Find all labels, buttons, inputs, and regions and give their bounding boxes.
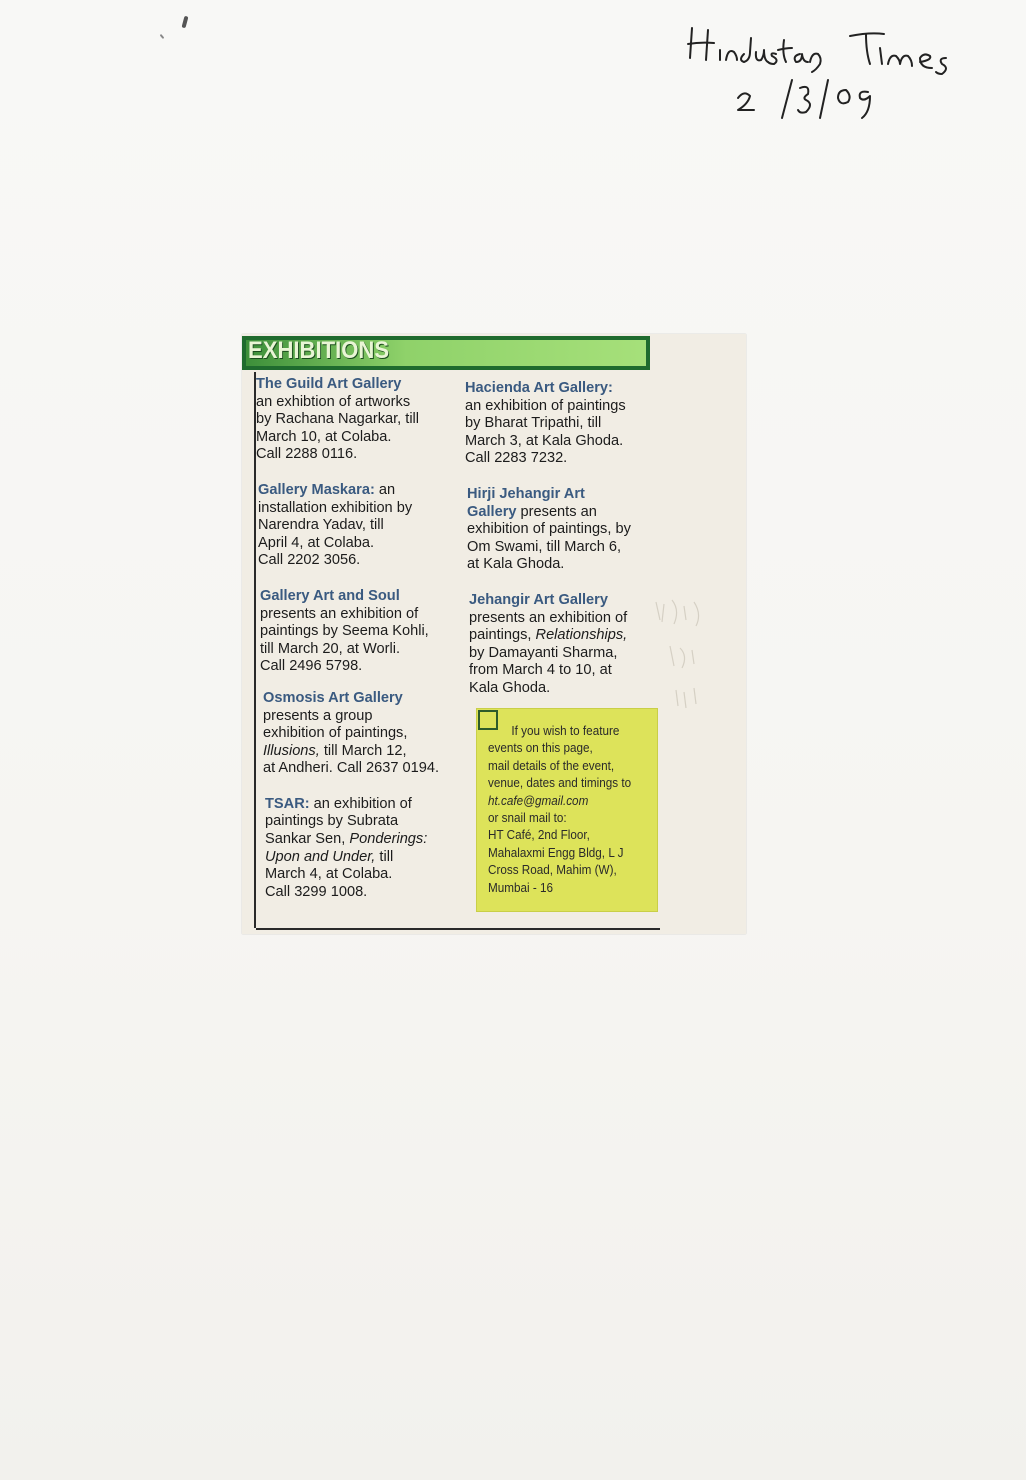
listing-line: paintings by Subrata: [265, 813, 399, 830]
listing-osmosis-art-gallery: [263, 690, 456, 778]
listing-line: an exhibition of paintings: [465, 397, 626, 414]
gallery-name: Hirji Jehangir Art: [467, 485, 585, 502]
gallery-name: Gallery Maskara:: [258, 481, 375, 498]
listing-line: Call 2288 0116.: [256, 446, 358, 463]
right-column: [465, 380, 665, 716]
listing-text: Sankar Sen,: [265, 831, 346, 848]
exhibition-title: Upon and Under,: [265, 848, 376, 865]
listing-line: March 10, at Colaba.: [256, 428, 392, 445]
handwritten-note: [640, 18, 980, 128]
listing-gallery-art-and-soul: [260, 588, 456, 676]
notice-line: or snail mail to:: [488, 810, 567, 826]
listing-hirji-jehangir-art-gallery: [467, 486, 665, 574]
listing-line: installation exhibition by: [258, 499, 413, 516]
listing-text: paintings,: [469, 627, 536, 644]
notice-email: ht.cafe@gmail.com: [488, 792, 589, 808]
listing-hacienda-art-gallery: [465, 380, 665, 468]
notice-line: Mumbai - 16: [488, 879, 554, 895]
section-banner: [242, 336, 650, 370]
listing-line: from March 4 to 10, at: [469, 662, 612, 679]
listing-tsar: [265, 796, 456, 902]
listing-line: till March 20, at Worli.: [260, 640, 401, 657]
listing-line: Call 3299 1008.: [265, 883, 368, 900]
exhibition-title: Relationships,: [535, 627, 628, 644]
listing-gallery-maskara: [258, 482, 456, 570]
exhibition-title: Ponderings:: [349, 831, 428, 848]
gallery-name: Gallery: [467, 503, 517, 520]
listing-line: exhibition of paintings,: [263, 725, 408, 742]
gallery-name: The Guild Art Gallery: [256, 376, 402, 392]
listing-line: an exhibtion of artworks: [256, 393, 411, 410]
notice-line: Mahalaxmi Engg Bldg, L J: [488, 844, 624, 860]
notice-text: [488, 722, 637, 896]
gallery-name: TSAR:: [265, 795, 310, 812]
gallery-name: Jehangir Art Gallery: [469, 591, 608, 608]
notice-line: If you wish to feature: [511, 723, 620, 738]
gallery-name: Osmosis Art Gallery: [263, 689, 403, 706]
listing-line: presents an exhibition of: [469, 609, 628, 626]
section-title: EXHIBITIONS: [248, 337, 390, 364]
listing-line: March 3, at Kala Ghoda.: [465, 432, 624, 449]
listing-line: March 4, at Colaba.: [265, 866, 393, 883]
listing-text: an: [374, 481, 396, 498]
listing-line: paintings by Seema Kohli,: [260, 623, 429, 640]
bleed-drawing: [650, 590, 710, 710]
bottom-rule: [256, 928, 660, 930]
handwriting-drawing: [640, 18, 980, 128]
listing-line: presents a group: [263, 707, 373, 724]
notice-line: Cross Road, Mahim (W),: [488, 862, 617, 878]
listing-line: Narendra Yadav, till: [258, 517, 384, 534]
listing-line: Call 2202 3056.: [258, 552, 361, 569]
listing-line: at Kala Ghoda.: [467, 556, 565, 573]
listing-line: April 4, at Colaba.: [258, 534, 375, 551]
listing-text: till: [375, 848, 394, 865]
listing-text: till March 12,: [319, 742, 407, 759]
notice-line: mail details of the event,: [488, 757, 615, 773]
notice-line: events on this page,: [488, 740, 593, 756]
listing-line: Call 2283 7232.: [465, 450, 568, 467]
listing-guild-art-gallery: [256, 376, 456, 464]
exhibition-title: Illusions,: [263, 742, 320, 759]
listing-line: Kala Ghoda.: [469, 679, 551, 696]
listing-line: by Rachana Nagarkar, till: [256, 411, 420, 428]
listing-jehangir-art-gallery: [469, 592, 665, 698]
listing-text: an exhibition of: [309, 795, 412, 812]
left-column: [256, 376, 456, 919]
gallery-name: Hacienda Art Gallery:: [465, 380, 613, 396]
notice-line: HT Café, 2nd Floor,: [488, 827, 590, 843]
listing-line: by Damayanti Sharma,: [469, 644, 618, 661]
listing-text: presents an: [516, 503, 597, 520]
listing-line: by Bharat Tripathi, till: [465, 415, 602, 432]
listing-line: Call 2496 5798.: [260, 658, 363, 675]
listing-line: at Andheri. Call 2637 0194.: [263, 760, 440, 777]
submission-notice: [476, 708, 658, 912]
listing-line: Om Swami, till March 6,: [467, 538, 622, 555]
bleed-through-marks: [650, 590, 710, 710]
listing-line: presents an exhibition of: [260, 605, 419, 622]
listing-line: exhibition of paintings, by: [467, 521, 631, 538]
notice-line: venue, dates and timings to: [488, 775, 632, 791]
gallery-name: Gallery Art and Soul: [260, 587, 400, 604]
